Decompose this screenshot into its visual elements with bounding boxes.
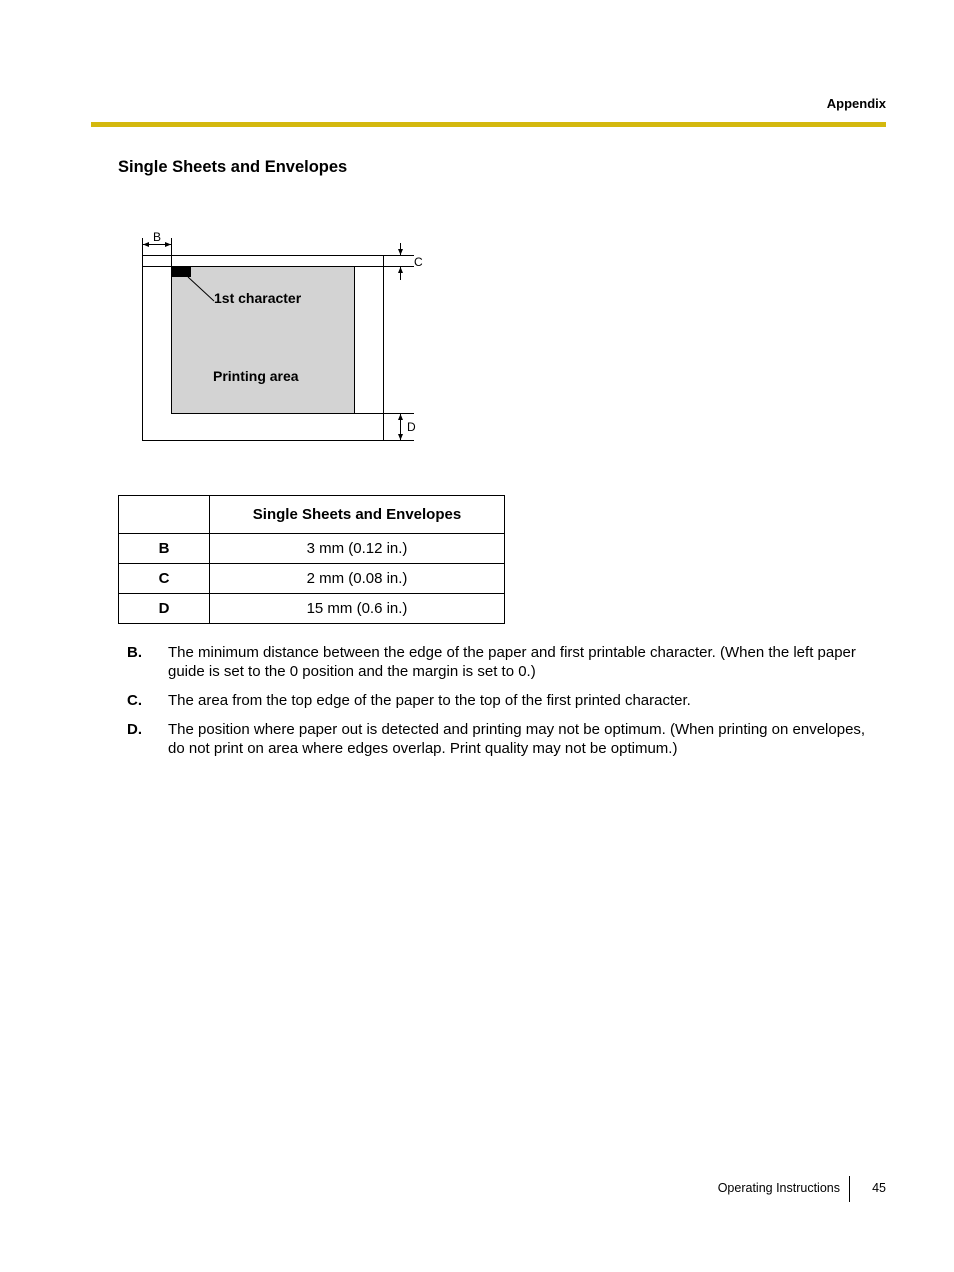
- label-b: B: [153, 230, 162, 244]
- note-text: The position where paper out is detected and printing may not be optimum. (When printing on envelopes, do not print on area where edges overlap. Print quality may not be optimum.): [168, 721, 866, 757]
- footer-divider: [849, 1176, 850, 1202]
- notes-list: [118, 643, 878, 768]
- table-header-cell-empty: [119, 496, 210, 534]
- first-character-label: 1st character: [214, 290, 302, 306]
- note-label: C.: [127, 692, 142, 709]
- table-row: [119, 534, 505, 564]
- label-c: C: [414, 255, 423, 269]
- note-label: D.: [127, 721, 142, 738]
- note-text: The minimum distance between the edge of the paper and first printable character. (When the left paper guide is set to the 0 position and the margin is set to 0.): [168, 644, 856, 680]
- note-text: The area from the top edge of the paper to the top of the first printed character.: [168, 692, 691, 709]
- list-item: [118, 691, 878, 710]
- table-row: [119, 594, 505, 624]
- table-row-key: C: [119, 564, 210, 594]
- table-header-row: [119, 496, 505, 534]
- label-d: D: [407, 420, 416, 434]
- footer-doc-title: Operating Instructions: [717, 1181, 840, 1195]
- table-header-cell: Single Sheets and Envelopes: [210, 496, 505, 534]
- note-label: B.: [127, 644, 142, 661]
- list-item: [118, 720, 878, 758]
- section-header: Appendix: [826, 96, 886, 111]
- margin-diagram: [130, 225, 440, 450]
- table-row-key: D: [119, 594, 210, 624]
- table-row-value: 3 mm (0.12 in.): [210, 534, 505, 564]
- list-item: [118, 643, 878, 681]
- page-title: Single Sheets and Envelopes: [118, 158, 348, 176]
- table-row-value: 2 mm (0.08 in.): [210, 564, 505, 594]
- first-character-block: [172, 267, 191, 277]
- page-number: 45: [872, 1181, 886, 1195]
- printing-area-box: [172, 267, 355, 414]
- spec-table: [118, 495, 505, 624]
- table-row-value: 15 mm (0.6 in.): [210, 594, 505, 624]
- printing-area-label: Printing area: [213, 368, 299, 384]
- table-row: [119, 564, 505, 594]
- header-rule: [91, 122, 886, 127]
- table-row-key: B: [119, 534, 210, 564]
